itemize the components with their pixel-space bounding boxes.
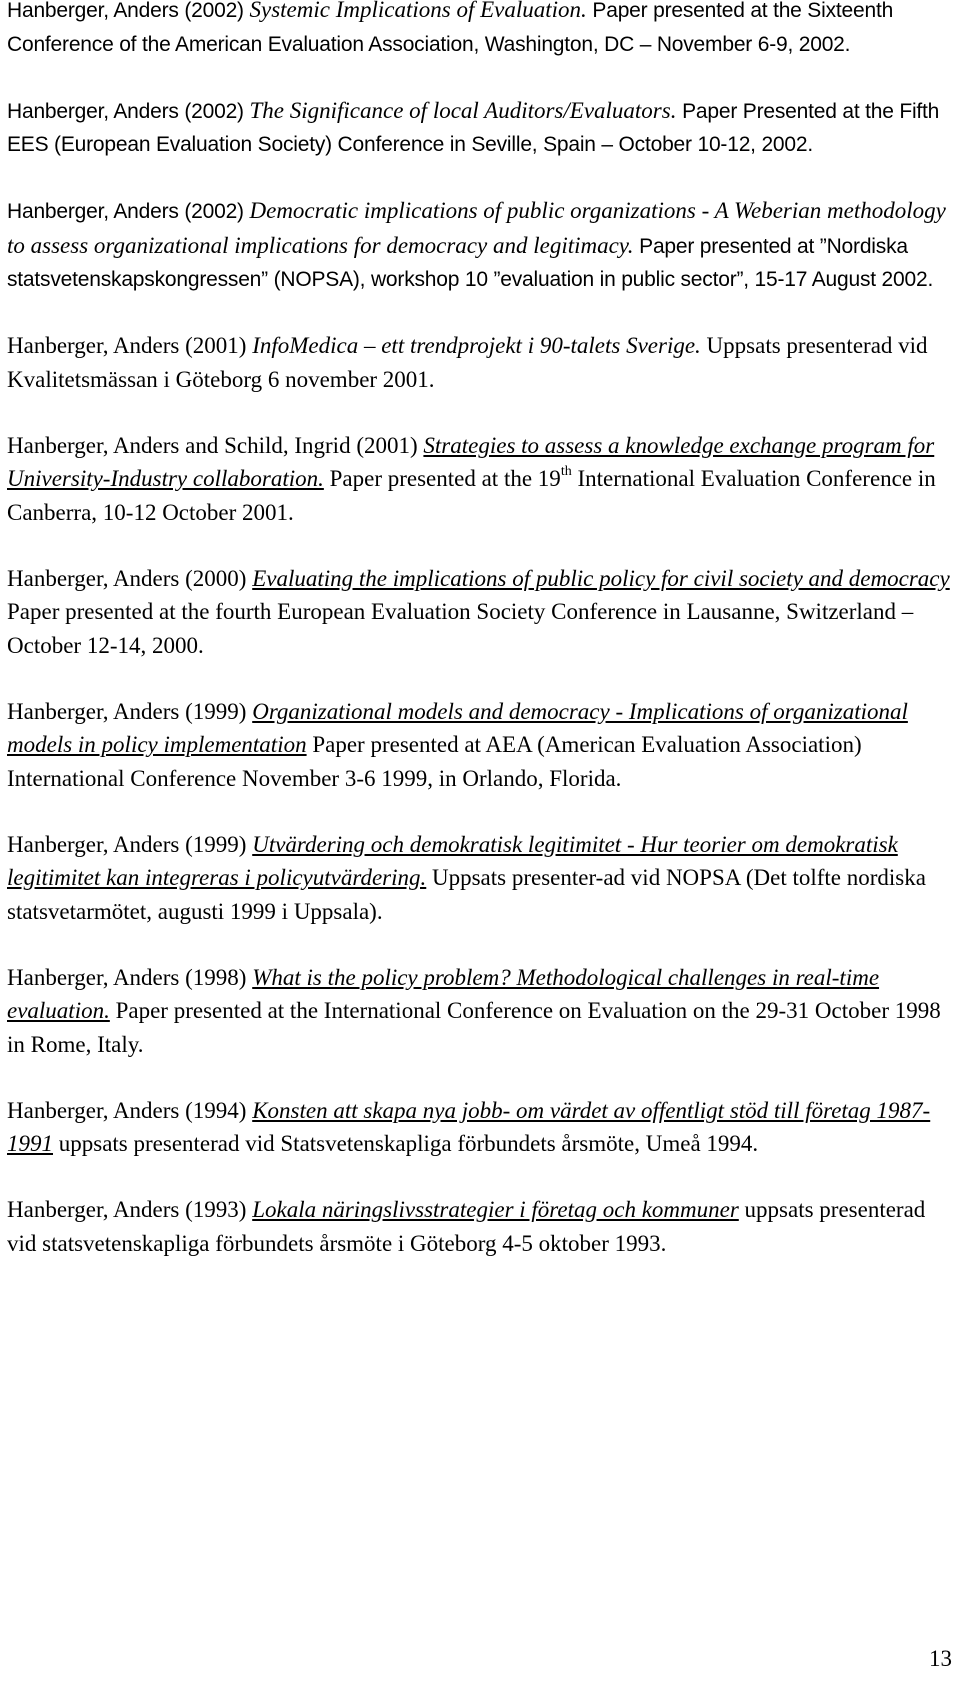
reference-details: uppsats presenterad vid Statsvetenskapliga förbundets årsmöte, Umeå 1994.	[53, 1131, 759, 1156]
reference-details: Paper presented at the International Conference on Evaluation on the 29-31 October 1998 in Rome, Italy.	[7, 998, 941, 1057]
reference-details: uppsats presenterad vid statsvetenskapliga förbundets årsmöte i Göteborg 4-5 oktober 1993.	[7, 1197, 926, 1256]
reference-author-year: Hanberger, Anders (2002)	[7, 200, 250, 223]
reference-entry	[7, 961, 953, 1062]
reference-entry	[7, 562, 953, 663]
reference-title: Lokala näringslivsstrategier i företag och kommuner	[252, 1197, 739, 1222]
reference-details: Paper presented at the fourth European Evaluation Society Conference in Lausanne, Switzerland – October 12-14, 2000.	[7, 599, 914, 658]
reference-entry	[7, 94, 953, 162]
reference-title: Democratic implications of public organizations - A Weberian methodology to assess organizational implications for democracy and legitimacy.	[7, 198, 946, 258]
page-number: 13	[929, 1646, 952, 1671]
reference-entry	[7, 1193, 953, 1260]
reference-title: Evaluating the implications of public policy for civil society and democracy	[252, 565, 950, 591]
reference-author-year: Hanberger, Anders (1998)	[7, 964, 253, 990]
reference-author-year: Hanberger, Anders (2002)	[7, 99, 250, 123]
reference-entry	[7, 1094, 953, 1161]
reference-details-tail: International Evaluation Conference in Canberra, 10-12 October 2001.	[7, 466, 936, 525]
reference-list	[7, 0, 953, 1293]
reference-entry	[7, 329, 953, 396]
reference-author-year: Hanberger, Anders (1999)	[7, 831, 253, 857]
reference-details: Paper presented at ”Nordiska statsvetenskapskongressen” (NOPSA), workshop 10 ”evaluation in public sector”, 15-17 August 2002.	[7, 234, 934, 291]
reference-author-year: Hanberger, Anders (1994)	[7, 1097, 253, 1123]
reference-details: Paper presented at the Sixteenth Conference of the American Evaluation Association, Washington, DC – November 6-9, 2002.	[7, 0, 894, 56]
reference-details: Paper Presented at the Fifth EES (European Evaluation Society) Conference in Seville, Spain – October 10-12, 2002.	[7, 99, 940, 156]
reference-author-year: Hanberger, Anders (1993)	[7, 1197, 253, 1222]
reference-author-year: Hanberger, Anders (2002)	[7, 0, 250, 22]
reference-entry	[7, 0, 953, 61]
reference-title: Strategies to assess a knowledge exchange program for University-Industry collaboration.	[7, 432, 935, 491]
reference-details: Paper presented at AEA (American Evaluation Association) International Conference November 3-6 1999, in Orlando, Florida.	[7, 732, 862, 791]
reference-title: Organizational models and democracy - Implications of organizational models in policy implementation	[7, 698, 908, 757]
reference-author-year: Hanberger, Anders (2001)	[7, 333, 253, 358]
reference-entry	[7, 194, 953, 297]
reference-entry	[7, 828, 953, 929]
reference-details: Uppsats presenterad vid Kvalitetsmässan i Göteborg 6 november 2001.	[7, 333, 928, 392]
reference-entry	[7, 695, 953, 796]
reference-title: Systemic Implications of Evaluation.	[249, 0, 587, 22]
reference-title: InfoMedica – ett trendprojekt i 90-talets Sverige.	[252, 333, 701, 358]
reference-author-year: Hanberger, Anders (2000)	[7, 565, 253, 591]
reference-details: Paper presented at the 19	[323, 466, 561, 491]
reference-author-year: Hanberger, Anders (1999)	[7, 698, 253, 724]
reference-details: Uppsats presenter-ad vid NOPSA (Det tolfte nordiska statsvetarmötet, augusti 1999 i Uppsala).	[7, 865, 926, 924]
reference-title: Utvärdering och demokratisk legitimitet - Hur teorier om demokratisk legitimitet kan integreras i policyutvärdering.	[7, 831, 898, 890]
reference-superscript: th	[560, 464, 572, 480]
reference-title: What is the policy problem? Methodological challenges in real-time evaluation.	[7, 964, 880, 1023]
reference-title: The Significance of local Auditors/Evaluators.	[249, 97, 677, 123]
reference-entry	[7, 429, 953, 530]
reference-author-year: Hanberger, Anders and Schild, Ingrid (2001)	[7, 432, 424, 458]
reference-title: Konsten att skapa nya jobb- om värdet av offentligt stöd till företag 1987-1991	[7, 1097, 931, 1156]
